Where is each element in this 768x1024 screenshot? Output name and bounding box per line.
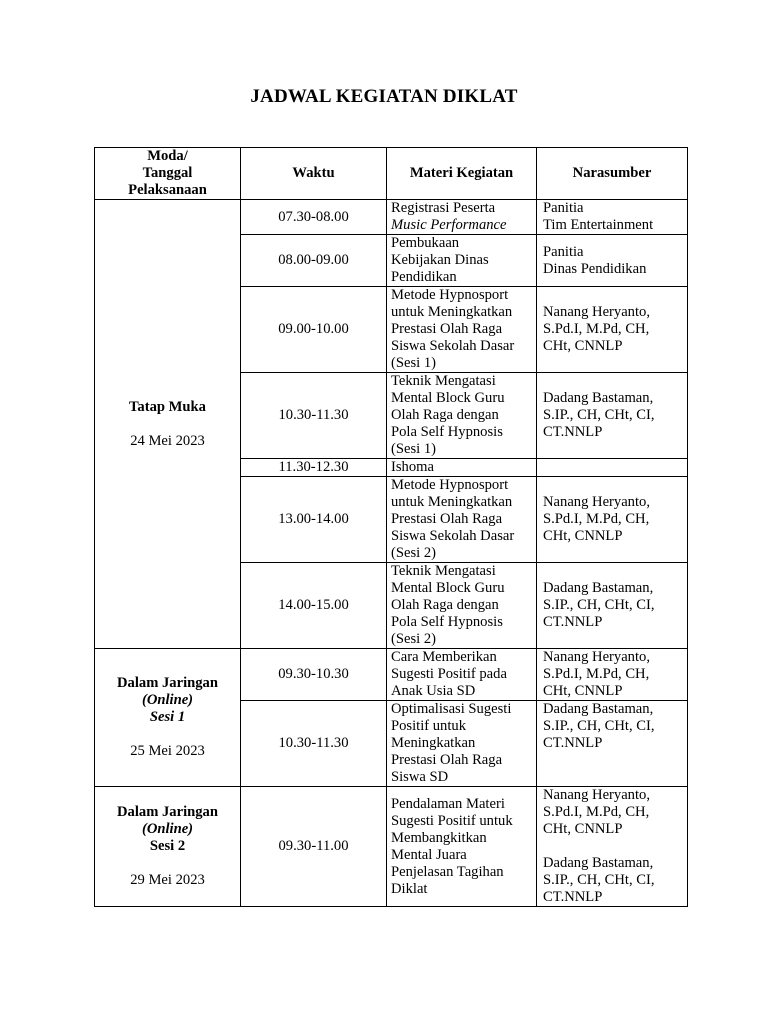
- materi-line: Metode Hypnosport: [391, 477, 509, 493]
- narasumber-cell: [537, 459, 688, 477]
- materi-line: Siswa SD: [391, 769, 449, 785]
- narasumber-line: S.Pd.I, M.Pd, CH,: [543, 666, 650, 682]
- materi-cell: [387, 287, 537, 373]
- session-label: Sesi 1: [149, 709, 186, 725]
- materi-cell: [387, 459, 537, 477]
- time-cell: 14.00-15.00: [241, 563, 387, 649]
- date-label: 25 Mei 2023: [130, 743, 205, 759]
- narasumber-cell: [537, 649, 688, 701]
- online-label: (Online): [141, 821, 194, 837]
- narasumber-cell: [537, 563, 688, 649]
- time-cell: 07.30-08.00: [241, 200, 387, 235]
- materi-line: Prestasi Olah Raga: [391, 321, 503, 337]
- header-moda-line: Tanggal: [142, 165, 193, 181]
- time-cell: 09.30-10.30: [241, 649, 387, 701]
- narasumber-cell: [537, 200, 688, 235]
- materi-line: Pola Self Hypnosis: [391, 614, 503, 630]
- header-materi: Materi Kegiatan: [387, 148, 537, 200]
- time-cell: 10.30-11.30: [241, 701, 387, 787]
- schedule-table: [94, 147, 688, 907]
- materi-line: Membangkitkan: [391, 829, 487, 846]
- narasumber-cell: [537, 287, 688, 373]
- narasumber-line: S.IP., CH, CHt, CI,: [543, 407, 655, 423]
- narasumber-line: S.Pd.I, M.Pd, CH,: [543, 804, 650, 820]
- narasumber-cell: [537, 235, 688, 287]
- narasumber-line: Nanang Heryanto,: [543, 304, 650, 320]
- narasumber-line: CT.NNLP: [543, 735, 603, 751]
- materi-cell: [387, 373, 537, 459]
- materi-line: Mental Block Guru: [391, 390, 505, 406]
- materi-line: Anak Usia SD: [391, 683, 476, 699]
- narasumber-cell: [537, 701, 688, 787]
- document-title: JADWAL KEGIATAN DIKLAT: [250, 86, 518, 107]
- materi-cell: [387, 649, 537, 701]
- materi-line: Sugesti Positif untuk: [391, 812, 513, 829]
- materi-line: untuk Meningkatkan: [391, 304, 513, 320]
- materi-line: Registrasi Peserta: [391, 200, 496, 216]
- narasumber-line: S.Pd.I, M.Pd, CH,: [543, 511, 650, 527]
- narasumber-line: Panitia: [543, 243, 584, 260]
- materi-line: Ishoma: [391, 459, 434, 475]
- narasumber-line: Dadang Bastaman,: [543, 580, 654, 596]
- narasumber-line: S.IP., CH, CHt, CI,: [543, 718, 655, 734]
- narasumber-line: Panitia: [543, 200, 584, 216]
- date-label: 24 Mei 2023: [130, 432, 205, 449]
- narasumber-line: CHt, CNNLP: [543, 528, 623, 544]
- materi-line: Positif untuk: [391, 718, 467, 734]
- materi-cell: [387, 200, 537, 235]
- session-label: Sesi 2: [149, 838, 186, 854]
- narasumber-cell: [537, 373, 688, 459]
- time-cell: 11.30-12.30: [241, 459, 387, 477]
- materi-line: Pendidikan: [391, 269, 457, 285]
- narasumber-line: CT.NNLP: [543, 889, 603, 905]
- narasumber-line: Dinas Pendidikan: [543, 260, 647, 277]
- materi-line: Siswa Sekolah Dasar: [391, 338, 515, 354]
- narasumber-line: Nanang Heryanto,: [543, 649, 650, 665]
- table-row: [95, 787, 688, 907]
- group-daring-sesi-1: [95, 649, 241, 787]
- materi-line: Cara Memberikan: [391, 649, 497, 665]
- materi-line: (Sesi 2): [391, 631, 436, 647]
- narasumber-line: CT.NNLP: [543, 424, 603, 440]
- materi-line: Pendalaman Materi: [391, 795, 505, 812]
- materi-cell: [387, 563, 537, 649]
- header-moda: [95, 148, 241, 200]
- narasumber-line: Dadang Bastaman,: [543, 701, 654, 717]
- materi-cell: [387, 477, 537, 563]
- group-daring-sesi-2: [95, 787, 241, 907]
- narasumber-line: Nanang Heryanto,: [543, 494, 650, 510]
- narasumber-line: Dadang Bastaman,: [543, 855, 654, 871]
- materi-line: Mental Juara: [391, 846, 467, 863]
- materi-line: Teknik Mengatasi: [391, 563, 496, 579]
- materi-cell: [387, 701, 537, 787]
- narasumber-cell: [537, 477, 688, 563]
- narasumber-line: CHt, CNNLP: [543, 683, 623, 699]
- materi-line: Diklat: [391, 880, 428, 897]
- materi-line: Teknik Mengatasi: [391, 373, 496, 389]
- narasumber-line: S.IP., CH, CHt, CI,: [543, 597, 655, 613]
- header-waktu: Waktu: [241, 148, 387, 200]
- date-label: 29 Mei 2023: [130, 872, 205, 888]
- group-tatap-muka: [95, 200, 241, 649]
- materi-line: Optimalisasi Sugesti: [391, 701, 512, 717]
- materi-line: untuk Meningkatkan: [391, 494, 513, 510]
- materi-line: Olah Raga dengan: [391, 407, 499, 423]
- materi-cell: [387, 235, 537, 287]
- materi-line: Olah Raga dengan: [391, 597, 499, 613]
- materi-line: Siswa Sekolah Dasar: [391, 528, 515, 544]
- narasumber-line: CT.NNLP: [543, 614, 603, 630]
- materi-line: Music Performance: [391, 217, 507, 233]
- materi-line: Mental Block Guru: [391, 580, 505, 596]
- mode-label: Dalam Jaringan: [117, 675, 218, 691]
- narasumber-line: CHt, CNNLP: [543, 338, 623, 354]
- materi-line: Prestasi Olah Raga: [391, 752, 503, 768]
- mode-label: Tatap Muka: [129, 398, 206, 415]
- materi-line: (Sesi 1): [391, 355, 436, 371]
- materi-line: Penjelasan Tagihan: [391, 863, 504, 880]
- materi-line: Prestasi Olah Raga: [391, 511, 503, 527]
- header-narasumber: Narasumber: [537, 148, 688, 200]
- narasumber-line: Tim Entertainment: [543, 217, 654, 233]
- time-cell: 08.00-09.00: [241, 235, 387, 287]
- materi-line: Metode Hypnosport: [391, 287, 509, 303]
- narasumber-line: S.IP., CH, CHt, CI,: [543, 872, 655, 888]
- time-cell: 09.00-10.00: [241, 287, 387, 373]
- narasumber-line: Nanang Heryanto,: [543, 787, 650, 803]
- materi-line: Meningkatkan: [391, 735, 476, 751]
- materi-cell: [387, 787, 537, 907]
- materi-line: (Sesi 1): [391, 441, 436, 457]
- table-row: [95, 200, 688, 235]
- narasumber-line: S.Pd.I, M.Pd, CH,: [543, 321, 650, 337]
- narasumber-line: CHt, CNNLP: [543, 821, 623, 837]
- narasumber-line: Dadang Bastaman,: [543, 390, 654, 406]
- materi-line: Kebijakan Dinas: [391, 252, 489, 268]
- materi-line: Pola Self Hypnosis: [391, 424, 503, 440]
- time-cell: 09.30-11.00: [241, 787, 387, 907]
- time-cell: 10.30-11.30: [241, 373, 387, 459]
- online-label: (Online): [141, 692, 194, 708]
- narasumber-cell: [537, 787, 688, 907]
- materi-line: Sugesti Positif pada: [391, 666, 507, 682]
- materi-line: (Sesi 2): [391, 545, 436, 561]
- header-moda-line: Pelaksanaan: [128, 182, 207, 198]
- time-cell: 13.00-14.00: [241, 477, 387, 563]
- header-moda-line: Moda/: [147, 148, 188, 164]
- materi-line: Pembukaan: [391, 235, 460, 251]
- header-row: [95, 148, 688, 200]
- table-row: [95, 649, 688, 701]
- mode-label: Dalam Jaringan: [117, 804, 218, 820]
